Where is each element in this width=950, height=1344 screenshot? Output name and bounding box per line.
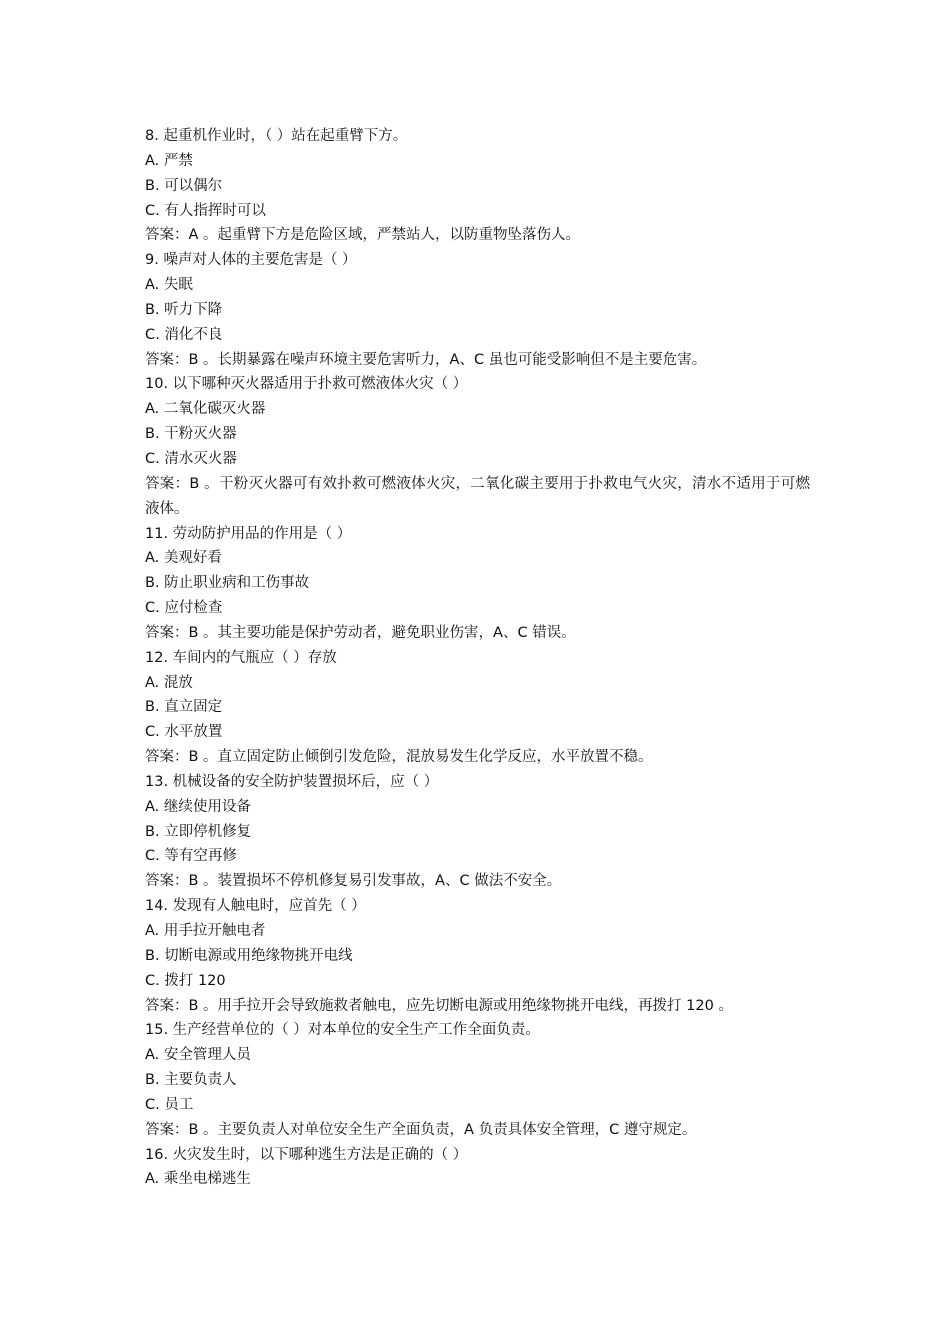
- q14-option-b: B. 切断电源或用绝缘物挑开电线: [145, 947, 353, 964]
- q14-option-a: A. 用手拉开触电者: [145, 923, 266, 939]
- q10-option-a: A. 二氧化碳灭火器: [145, 401, 266, 418]
- question-14: 14. 发现有人触电时，应首先（ ）: [145, 898, 366, 915]
- q12-option-b: B. 直立固定: [145, 699, 223, 716]
- q8-option-a: A. 严禁: [145, 152, 193, 169]
- q12-answer: 答案：B 。直立固定防止倾倒引发危险，混放易发生化学反应，水平放置不稳。: [145, 749, 653, 766]
- q14-answer: 答案：B 。用手拉开会导致施救者触电，应先切断电源或用绝缘物挑开电线，再拨打 120 。: [145, 997, 733, 1014]
- q11-option-c: C. 应付检查: [145, 600, 223, 617]
- q11-option-b: B. 防止职业病和工伤事故: [145, 575, 310, 592]
- question-13: 13. 机械设备的安全防护装置损坏后，应（ ）: [145, 773, 439, 790]
- q15-answer: 答案：B 。主要负责人对单位安全生产全面负责，A 负责具体安全管理，C 遵守规定。: [145, 1121, 697, 1138]
- question-12: 12. 车间内的气瓶应（ ）存放: [145, 649, 337, 666]
- q12-option-a: A. 混放: [145, 674, 193, 691]
- q15-option-b: B. 主要负责人: [145, 1072, 237, 1089]
- q13-option-b: B. 立即停机修复: [145, 823, 252, 840]
- q9-option-a: A. 失眠: [145, 277, 193, 294]
- q16-option-a: A. 乘坐电梯逃生: [145, 1171, 251, 1188]
- document-page: [145, 124, 810, 1192]
- q12-option-c: C. 水平放置: [145, 724, 223, 741]
- q13-option-c: C. 等有空再修: [145, 848, 237, 865]
- q10-option-b: B. 干粉灭火器: [145, 426, 237, 443]
- q8-option-b: B. 可以偶尔: [145, 177, 223, 194]
- q13-option-a: A. 继续使用设备: [145, 798, 251, 815]
- q10-option-c: C. 清水灭火器: [145, 450, 237, 467]
- q9-option-b: B. 听力下降: [145, 301, 223, 318]
- q9-option-c: C. 消化不良: [145, 326, 223, 343]
- q8-answer: 答案：A 。起重臂下方是危险区域，严禁站人，以防重物坠落伤人。: [145, 227, 581, 244]
- q13-answer: 答案：B 。装置损坏不停机修复易引发事故，A、C 做法不安全。: [145, 873, 562, 890]
- q11-answer: 答案：B 。其主要功能是保护劳动者，避免职业伤害，A、C 错误。: [145, 624, 576, 641]
- question-11: 11. 劳动防护用品的作用是（ ）: [145, 525, 352, 542]
- q10-answer: 答案：B 。干粉灭火器可有效扑救可燃液体火灾，二氧化碳主要用于扑救电气火灾，清水不适用于可燃液体。: [145, 475, 810, 517]
- q15-option-a: A. 安全管理人员: [145, 1047, 251, 1064]
- q14-option-c: C. 拨打 120: [145, 972, 226, 989]
- q11-option-a: A. 美观好看: [145, 550, 222, 567]
- question-9: 9. 噪声对人体的主要危害是（ ）: [145, 252, 357, 269]
- q8-option-c: C. 有人指挥时可以: [145, 202, 266, 219]
- question-15: 15. 生产经营单位的（ ）对本单位的安全生产工作全面负责。: [145, 1022, 540, 1039]
- question-16: 16. 火灾发生时，以下哪种逃生方法是正确的（ ）: [145, 1146, 468, 1163]
- q9-answer: 答案：B 。长期暴露在噪声环境主要危害听力，A、C 虽也可能受影响但不是主要危害。: [145, 351, 707, 368]
- q15-option-c: C. 员工: [145, 1096, 194, 1113]
- question-10: 10. 以下哪种灭火器适用于扑救可燃液体火灾（ ）: [145, 376, 468, 393]
- question-8: 8. 起重机作业时，（ ）站在起重臂下方。: [145, 128, 408, 144]
